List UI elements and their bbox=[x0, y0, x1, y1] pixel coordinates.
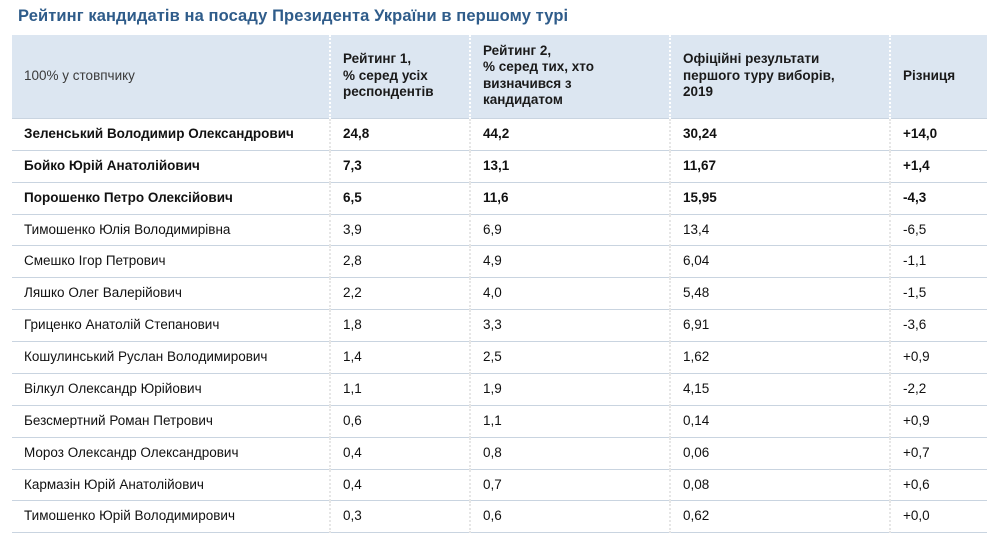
cell-official: 6,91 bbox=[670, 310, 890, 342]
cell-candidate-name: Кошулинський Руслан Володимирович bbox=[12, 342, 330, 374]
cell-official: 0,14 bbox=[670, 405, 890, 437]
table-body bbox=[12, 118, 987, 532]
cell-candidate-name: Вілкул Олександр Юрійович bbox=[12, 373, 330, 405]
cell-rating1: 0,4 bbox=[330, 469, 470, 501]
cell-difference: +1,4 bbox=[890, 150, 987, 182]
cell-rating1: 7,3 bbox=[330, 150, 470, 182]
cell-difference: +0,9 bbox=[890, 342, 987, 374]
cell-official: 5,48 bbox=[670, 278, 890, 310]
column-header-rating2-line3: визначився з bbox=[483, 75, 572, 91]
cell-official: 0,06 bbox=[670, 437, 890, 469]
cell-difference: +0,9 bbox=[890, 405, 987, 437]
table-row bbox=[12, 246, 987, 278]
cell-difference: +0,7 bbox=[890, 437, 987, 469]
cell-candidate-name: Гриценко Анатолій Степанович bbox=[12, 310, 330, 342]
cell-rating1: 2,8 bbox=[330, 246, 470, 278]
cell-rating2: 44,2 bbox=[470, 118, 670, 150]
cell-difference: -2,2 bbox=[890, 373, 987, 405]
cell-official: 30,24 bbox=[670, 118, 890, 150]
column-header-rating1 bbox=[330, 35, 470, 118]
cell-rating2: 11,6 bbox=[470, 182, 670, 214]
table-row bbox=[12, 150, 987, 182]
column-header-rating1-line3: респондентів bbox=[343, 84, 434, 100]
cell-official: 13,4 bbox=[670, 214, 890, 246]
table-row bbox=[12, 214, 987, 246]
column-header-rating2-line2: % серед тих, хто bbox=[483, 59, 594, 75]
column-header-official-line3: 2019 bbox=[683, 84, 714, 100]
column-header-difference: Різниця bbox=[890, 35, 987, 118]
table-row bbox=[12, 182, 987, 214]
table-row bbox=[12, 373, 987, 405]
cell-rating1: 6,5 bbox=[330, 182, 470, 214]
cell-official: 15,95 bbox=[670, 182, 890, 214]
cell-candidate-name: Ляшко Олег Валерійович bbox=[12, 278, 330, 310]
cell-official: 4,15 bbox=[670, 373, 890, 405]
cell-difference: -6,5 bbox=[890, 214, 987, 246]
table-row bbox=[12, 278, 987, 310]
cell-difference: +0,0 bbox=[890, 501, 987, 533]
cell-candidate-name: Тимошенко Юрій Володимирович bbox=[12, 501, 330, 533]
column-header-rating2-line4: кандидатом bbox=[483, 92, 563, 108]
column-header-rating2 bbox=[470, 35, 670, 118]
table-header bbox=[12, 35, 987, 118]
cell-rating2: 0,7 bbox=[470, 469, 670, 501]
cell-rating1: 0,3 bbox=[330, 501, 470, 533]
table-row bbox=[12, 437, 987, 469]
candidate-rating-table bbox=[12, 35, 987, 533]
cell-rating1: 1,1 bbox=[330, 373, 470, 405]
table-row bbox=[12, 501, 987, 533]
cell-official: 1,62 bbox=[670, 342, 890, 374]
cell-candidate-name: Бойко Юрій Анатолійович bbox=[12, 150, 330, 182]
column-header-name: 100% у стовпчику bbox=[12, 35, 330, 118]
column-header-rating1-line1: Рейтинг 1, bbox=[343, 51, 412, 67]
cell-candidate-name: Кармазін Юрій Анатолійович bbox=[12, 469, 330, 501]
cell-difference: +0,6 bbox=[890, 469, 987, 501]
table-row bbox=[12, 469, 987, 501]
column-header-official bbox=[670, 35, 890, 118]
table-header-row bbox=[12, 35, 987, 118]
cell-candidate-name: Смешко Ігор Петрович bbox=[12, 246, 330, 278]
cell-official: 0,08 bbox=[670, 469, 890, 501]
cell-rating1: 3,9 bbox=[330, 214, 470, 246]
cell-candidate-name: Зеленський Володимир Олександрович bbox=[12, 118, 330, 150]
table-row bbox=[12, 405, 987, 437]
table-row bbox=[12, 310, 987, 342]
cell-candidate-name: Тимошенко Юлія Володимирівна bbox=[12, 214, 330, 246]
column-header-rating2-line1: Рейтинг 2, bbox=[483, 43, 552, 58]
table-row bbox=[12, 342, 987, 374]
table-row bbox=[12, 118, 987, 150]
cell-rating2: 0,6 bbox=[470, 501, 670, 533]
cell-official: 0,62 bbox=[670, 501, 890, 533]
cell-rating2: 1,1 bbox=[470, 405, 670, 437]
cell-candidate-name: Порошенко Петро Олексійович bbox=[12, 182, 330, 214]
cell-rating1: 0,6 bbox=[330, 405, 470, 437]
cell-rating2: 0,8 bbox=[470, 437, 670, 469]
cell-candidate-name: Мороз Олександр Олександрович bbox=[12, 437, 330, 469]
cell-difference: -1,5 bbox=[890, 278, 987, 310]
cell-difference: -1,1 bbox=[890, 246, 987, 278]
cell-official: 6,04 bbox=[670, 246, 890, 278]
page-title: Рейтинг кандидатів на посаду Президента України в першому турі bbox=[18, 7, 569, 25]
cell-rating2: 4,0 bbox=[470, 278, 670, 310]
cell-rating2: 6,9 bbox=[470, 214, 670, 246]
column-header-official-line1: Офіційні результати bbox=[683, 51, 820, 67]
cell-difference: -4,3 bbox=[890, 182, 987, 214]
cell-rating1: 1,8 bbox=[330, 310, 470, 342]
cell-rating2: 1,9 bbox=[470, 373, 670, 405]
cell-difference: +14,0 bbox=[890, 118, 987, 150]
cell-difference: -3,6 bbox=[890, 310, 987, 342]
column-header-rating1-line2: % серед усіх bbox=[343, 67, 428, 83]
cell-rating1: 1,4 bbox=[330, 342, 470, 374]
cell-rating2: 13,1 bbox=[470, 150, 670, 182]
cell-official: 11,67 bbox=[670, 150, 890, 182]
cell-candidate-name: Безсмертний Роман Петрович bbox=[12, 405, 330, 437]
column-header-official-line2: першого туру виборів, bbox=[683, 67, 835, 83]
cell-rating2: 2,5 bbox=[470, 342, 670, 374]
cell-rating1: 2,2 bbox=[330, 278, 470, 310]
cell-rating1: 0,4 bbox=[330, 437, 470, 469]
cell-rating2: 4,9 bbox=[470, 246, 670, 278]
cell-rating2: 3,3 bbox=[470, 310, 670, 342]
cell-rating1: 24,8 bbox=[330, 118, 470, 150]
